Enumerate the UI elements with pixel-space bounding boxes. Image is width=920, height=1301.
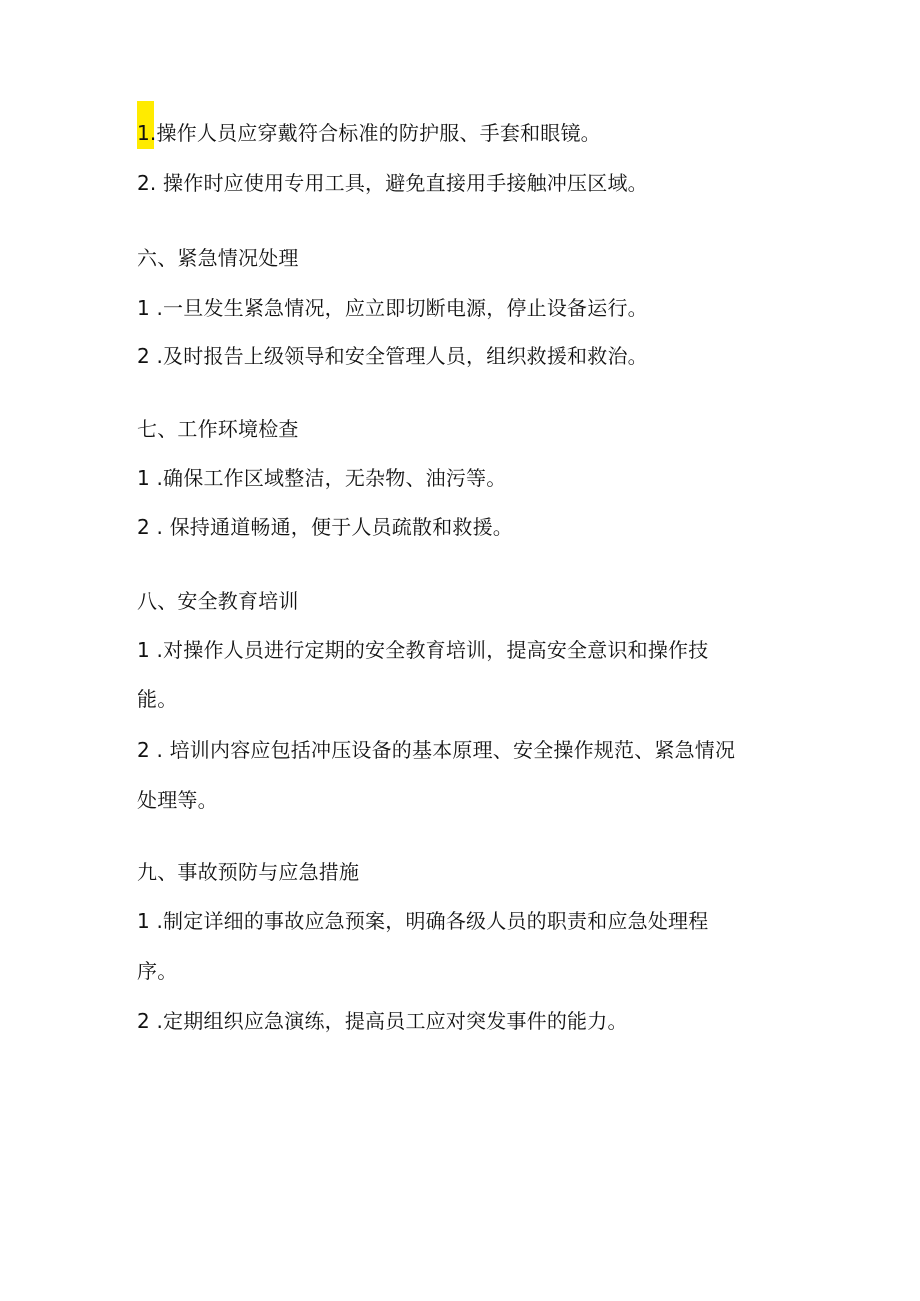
sec9-heading: 九、事故预防与应急措施 (137, 860, 360, 884)
sec8-item-2-line-1: 2 . 培训内容应包括冲压设备的基本原理、安全操作规范、紧急情况 (137, 738, 736, 762)
sec5-item-2-num: 2. (137, 171, 157, 195)
sec5-item-2 (137, 169, 648, 197)
sec8-item-1-line-1: 1 .对操作人员进行定期的安全教育培训，提高安全意识和操作技 (137, 638, 709, 662)
sec6-heading: 六、紧急情况处理 (137, 246, 299, 270)
sec7-heading: 七、工作环境检查 (137, 417, 299, 441)
sec8-item-1-line-2: 能。 (137, 687, 178, 711)
sec9-item-2: 2 .定期组织应急演练，提高员工应对突发事件的能力。 (137, 1009, 628, 1033)
sec8-heading: 八、安全教育培训 (137, 589, 299, 613)
sec5-item-1-num: 1. (137, 121, 157, 145)
sec7-item-1: 1 .确保工作区域整洁，无杂物、油污等。 (137, 466, 507, 490)
sec9-item-1-line-1: 1 .制定详细的事故应急预案，明确各级人员的职责和应急处理程 (137, 909, 709, 933)
sec6-item-2: 2 .及时报告上级领导和安全管理人员，组织救援和救治。 (137, 344, 648, 368)
sec5-item-1 (137, 119, 601, 147)
sec5-item-1-text: 操作人员应穿戴符合标准的防护服、手套和眼镜。 (156, 121, 601, 145)
sec7-item-2: 2 . 保持通道畅通，便于人员疏散和救援。 (137, 515, 513, 539)
sec9-item-1-line-2: 序。 (137, 959, 178, 983)
sec5-item-2-text: 操作时应使用专用工具，避免直接用手接触冲压区域。 (156, 171, 648, 195)
sec8-item-2-line-2: 处理等。 (137, 788, 218, 812)
sec6-item-1: 1 .一旦发生紧急情况，应立即切断电源，停止设备运行。 (137, 296, 648, 320)
